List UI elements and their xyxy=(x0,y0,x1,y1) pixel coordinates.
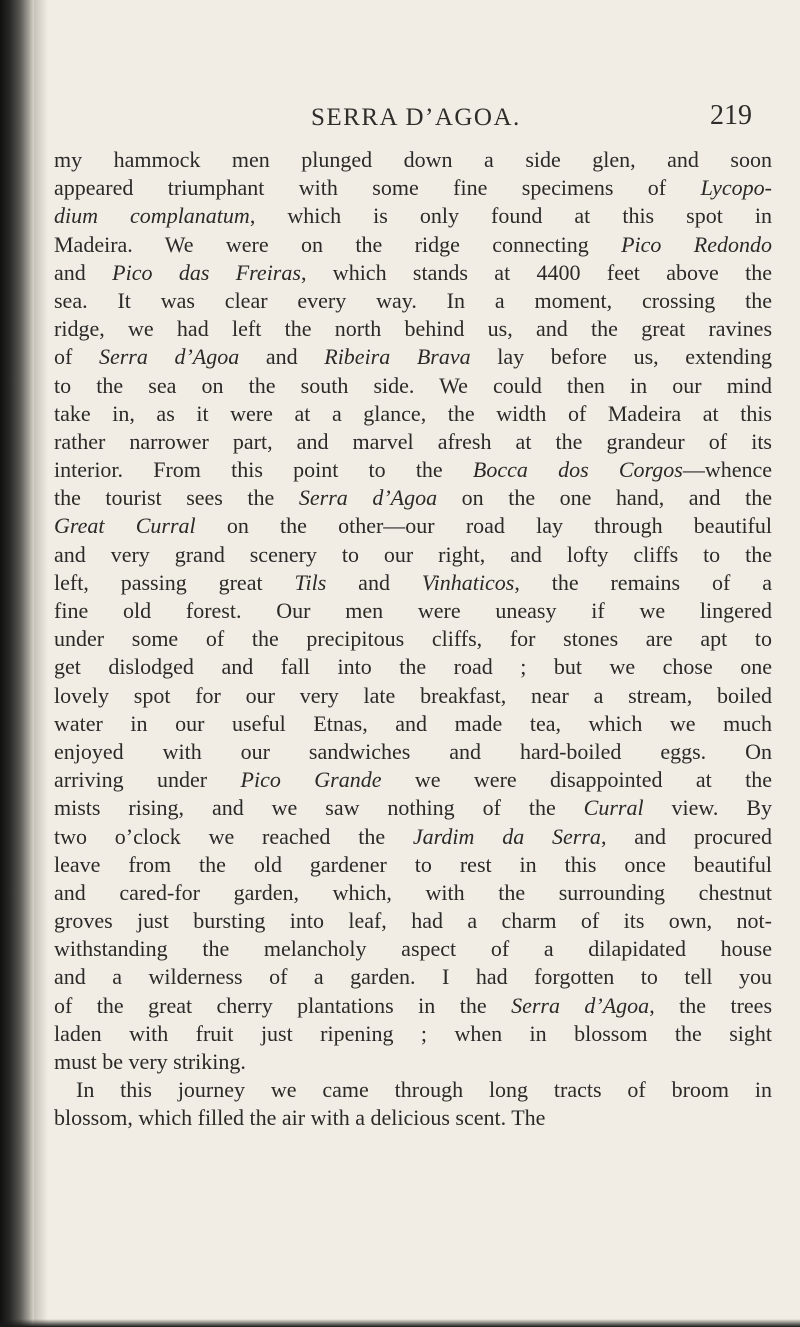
text-line xyxy=(54,372,772,400)
running-head: SERRA D’AGOA. xyxy=(311,104,521,131)
text-segment: of the great cherry plantations in the xyxy=(54,992,512,1018)
text-line xyxy=(54,738,772,766)
text-line xyxy=(54,512,772,540)
text-line xyxy=(54,146,772,174)
text-segment: water in our useful Etnas, and made tea, which we much xyxy=(54,710,772,736)
italic-text: Serra d’Agoa xyxy=(98,344,240,370)
text-segment: appeared triumphant with some fine specimens of xyxy=(54,175,701,201)
text-segment: on the other—our road lay through beautiful xyxy=(195,513,772,539)
italic-text: Lycopo- xyxy=(700,175,772,201)
text-segment: enjoyed with our sandwiches and hard-boiled eggs. On xyxy=(54,738,772,764)
text-segment: , the remains of a xyxy=(514,569,772,595)
text-segment: rather narrower part, and marvel afresh at the grandeur of its xyxy=(54,428,772,454)
text-segment: ridge, we had left the north behind us, and the great ravines xyxy=(54,316,772,342)
page-header xyxy=(0,100,800,140)
text-segment: we were disappointed at the xyxy=(381,767,773,793)
text-line xyxy=(54,231,772,259)
text-segment: left, passing great xyxy=(54,569,295,595)
text-segment: get dislodged and fall into the road ; but we chose one xyxy=(54,654,772,680)
text-segment: Madeira. We were on the ridge connecting xyxy=(54,231,622,257)
italic-text: Serra d’Agoa xyxy=(511,992,650,1018)
text-segment: , and procured xyxy=(600,823,772,849)
italic-text: Pico Grande xyxy=(240,767,382,793)
text-line xyxy=(54,794,772,822)
italic-text: Tils xyxy=(294,569,327,595)
text-line xyxy=(54,287,772,315)
text-line xyxy=(54,428,772,456)
text-segment: view. By xyxy=(643,795,772,821)
text-line xyxy=(54,992,772,1020)
text-segment: and xyxy=(239,344,325,370)
text-segment: fine old forest. Our men were uneasy if we lingered xyxy=(54,598,772,623)
text-segment: , the trees xyxy=(649,992,773,1018)
italic-text: Vinhaticos xyxy=(421,569,515,595)
text-line xyxy=(54,710,772,738)
italic-text: Serra d’Agoa xyxy=(298,485,438,511)
text-segment: and very grand scenery to our right, and lofty cliffs to the xyxy=(54,541,772,567)
text-line xyxy=(54,1020,772,1048)
italic-text: Bocca dos Corgos xyxy=(472,457,683,483)
text-line xyxy=(54,823,772,851)
text-segment: to the sea on the south side. We could then in our mind xyxy=(54,372,772,398)
text-line xyxy=(54,597,772,625)
text-segment: the tourist sees the xyxy=(54,485,299,511)
text-line xyxy=(54,174,772,202)
text-segment: my hammock men plunged down a side glen, and soon xyxy=(54,147,772,172)
text-segment: and xyxy=(54,259,113,285)
text-line xyxy=(54,202,772,230)
italic-text: dium complanatum xyxy=(54,203,250,229)
text-segment: and xyxy=(326,569,422,595)
text-segment: In this journey we came through long tracts of broom in xyxy=(76,1077,772,1103)
text-segment: mists rising, and we saw nothing of the xyxy=(54,795,584,821)
text-line xyxy=(54,879,772,907)
text-line xyxy=(54,682,772,710)
text-segment: groves just bursting into leaf, had a charm of its own, not- xyxy=(54,908,772,934)
text-segment: lovely spot for our very late breakfast, near a stream, boiled xyxy=(54,682,772,708)
text-line xyxy=(54,259,772,287)
text-line xyxy=(54,625,772,653)
text-line xyxy=(54,456,772,484)
italic-text: Pico das Freiras xyxy=(112,259,301,285)
text-line xyxy=(54,851,772,879)
text-segment: blossom, which filled the air with a delicious scent. The xyxy=(54,1105,546,1131)
page-bottom-edge xyxy=(0,1319,800,1327)
italic-text: Pico Redondo xyxy=(621,231,772,257)
text-segment: on the one hand, and the xyxy=(437,485,772,511)
text-segment: must be very striking. xyxy=(54,1049,246,1074)
body-text xyxy=(54,146,772,1133)
text-line xyxy=(54,484,772,512)
text-line xyxy=(54,400,772,428)
text-segment: laden with fruit just ripening ; when in blossom the sight xyxy=(54,1020,772,1046)
text-line xyxy=(54,766,772,794)
text-segment: sea. It was clear every way. In a moment, crossing the xyxy=(54,287,772,313)
text-line xyxy=(54,343,772,371)
text-segment: , which is only found at this spot in xyxy=(249,203,772,229)
text-segment: of xyxy=(54,344,99,370)
text-segment: —whence xyxy=(682,457,772,483)
text-line xyxy=(54,1076,772,1104)
italic-text: Jardim da Serra xyxy=(412,823,601,849)
italic-text: Curral xyxy=(583,795,644,821)
text-segment: under some of the precipitous cliffs, for stones are apt to xyxy=(54,626,772,652)
text-line xyxy=(54,315,772,343)
italic-text: Great Curral xyxy=(54,513,196,539)
text-segment: arriving under xyxy=(54,767,241,793)
page-number: 219 xyxy=(710,100,752,131)
text-segment: and a wilderness of a garden. I had forgotten to tell you xyxy=(54,964,772,990)
text-line xyxy=(54,1104,772,1132)
text-line xyxy=(54,907,772,935)
text-segment: and cared-for garden, which, with the surrounding chestnut xyxy=(54,879,772,905)
italic-text: Ribeira Brava xyxy=(324,344,471,370)
text-segment: lay before us, extending xyxy=(470,344,773,370)
text-segment: leave from the old gardener to rest in this once beautiful xyxy=(54,851,772,877)
text-line xyxy=(54,1048,772,1076)
book-binding-shadow xyxy=(0,0,34,1327)
text-line xyxy=(54,541,772,569)
text-line xyxy=(54,935,772,963)
text-segment: , which stands at 4400 feet above the xyxy=(300,259,773,285)
text-line xyxy=(54,963,772,991)
text-segment: two o’clock we reached the xyxy=(54,823,413,849)
text-segment: interior. From this point to the xyxy=(54,457,473,483)
text-line xyxy=(54,653,772,681)
text-segment: take in, as it were at a glance, the width of Madeira at this xyxy=(54,400,772,426)
gutter-shadow xyxy=(34,0,48,1327)
text-segment: withstanding the melancholy aspect of a dilapidated house xyxy=(54,936,772,962)
text-line xyxy=(54,569,772,597)
